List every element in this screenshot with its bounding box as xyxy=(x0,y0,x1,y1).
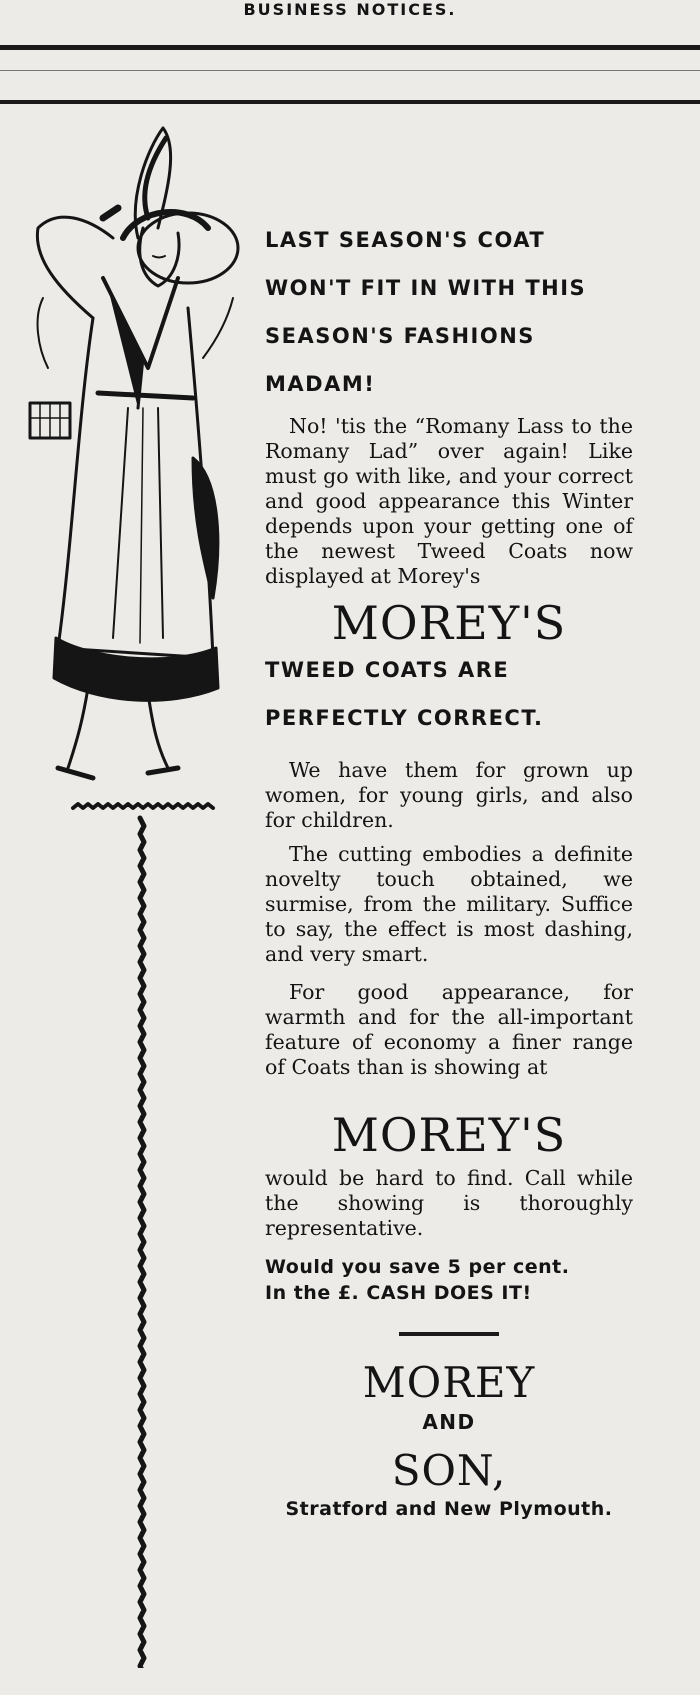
paragraph-cutting-novelty: The cutting embodies a definite novelty touch obtained, we surmise, from the military. Suffice to say, the effect is most dashing, and very smart. xyxy=(265,842,633,966)
advert-top-rule xyxy=(0,100,700,104)
signature-name-2: SON, xyxy=(391,1446,507,1495)
section-header xyxy=(0,0,700,42)
advert-text-column xyxy=(265,228,633,1520)
faint-rule xyxy=(0,70,700,71)
paragraph-grown-up-women: We have them for grown up women, for young girls, and also for children. xyxy=(265,758,633,832)
subheading-line-2: PERFECTLY CORRECT. xyxy=(265,706,544,730)
heading-line-4: MADAM! xyxy=(265,372,376,396)
brand-moreys-1: MOREY'S xyxy=(331,596,567,650)
offer-line-1: Would you save 5 per cent. xyxy=(265,1256,570,1278)
heading-line-2: WON'T FIT IN WITH THIS xyxy=(265,276,587,300)
signature-conjunction: AND xyxy=(422,1410,476,1434)
paragraph-good-appearance: For good appearance, for warmth and for the all-important feature of economy a finer range of Coats than is showing at xyxy=(265,980,633,1079)
signature-locations: Stratford and New Plymouth. xyxy=(285,1498,613,1520)
signature-name-1: MOREY xyxy=(362,1358,536,1407)
paragraph-hard-to-find: would be hard to find. Call while the showing is thoroughly representative. xyxy=(265,1166,633,1240)
woman-in-tweed-coat-illustration xyxy=(18,118,250,1668)
paragraph-romany-lass: No! 'tis the “Romany Lass to the Romany Lad” over again! Like must go with like, and your correct and good appearance this Winter depends upon your getting one of the newest Tweed Coats now displayed at Morey's xyxy=(265,414,633,588)
signature-rule xyxy=(399,1332,499,1336)
subheading-line-1: TWEED COATS ARE xyxy=(265,658,510,682)
header-rule xyxy=(0,45,700,50)
offer-line-2: In the £. CASH DOES IT! xyxy=(265,1282,532,1304)
section-title: BUSINESS NOTICES. xyxy=(243,0,457,19)
heading-line-3: SEASON'S FASHIONS xyxy=(265,324,535,348)
heading-line-1: LAST SEASON'S COAT xyxy=(265,228,546,252)
brand-moreys-2: MOREY'S xyxy=(331,1108,567,1162)
